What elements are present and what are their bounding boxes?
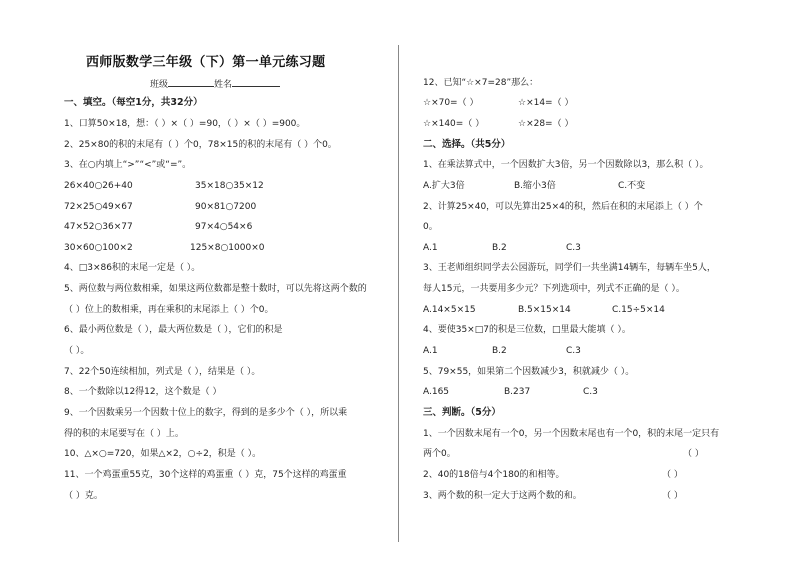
choice-5: 5、79×55，如果第二个因数减少3，积就减少（ ）。 [423,367,635,377]
choice-1: 1、在乘法算式中，一个因数扩大3倍，另一个因数除以3，那么积（ ）。 [423,160,709,170]
question-3: 3、在○内填上“>”“<”或“=”。 [64,160,192,170]
question-5-line-1: 5、两位数与两位数相乘，如果这两位数都是整十数时，可以先将这两个数的 [64,284,367,294]
question-7: 7、22个50连续相加，列式是（ ），结果是（ ）。 [64,367,261,377]
choice-2-line-2: 0。 [423,222,438,232]
question-12-a: ☆×70=（ ） [423,98,479,108]
question-11-line-2: （ ）克。 [64,491,103,501]
compare-item: 35×18○35×12 [195,181,264,191]
choice-3-line-2: 每人15元，一共要用多少元？下列选项中，列式不正确的是（ ）。 [423,284,685,294]
compare-item: 26×40○26+40 [64,181,133,191]
choice-4: 4、要使35×□7的积是三位数，□里最大能填（ ）。 [423,325,631,335]
question-9-line-1: 9、一个因数乘另一个因数十位上的数字，得到的是多少个（ ），所以乘 [64,408,348,418]
question-5-line-2: （ ）位上的数相乘，再在乘积的末尾添上（ ）个0。 [64,305,274,315]
question-1: 1、口算50×18，想：（ ）×（ ）=90，（ ）×（ ）=900。 [64,119,306,129]
choice-option: A.14×5×15 [423,305,476,315]
judge-3: 3、两个数的积一定大于这两个数的和。 [423,491,582,501]
question-2: 2、25×80的积的末尾有（ ）个0，78×15的积的末尾有（ ）个0。 [64,140,337,150]
class-blank[interactable] [168,77,214,87]
question-9-line-2: 得的积的末尾要写在（ ）上。 [64,429,184,439]
compare-item: 125×8○1000×0 [190,243,265,253]
judge-2: 2、40的18倍与4个180的和相等。 [423,470,565,480]
question-10: 10、△×○=720，如果△×2，○÷2，积是（ ）。 [64,449,262,459]
question-12-d: ☆×28=（ ） [518,119,574,129]
choice-option: C.3 [566,346,581,356]
judge-answer-bracket[interactable]: （ ） [662,491,683,501]
choice-option: A.1 [423,243,438,253]
compare-item: 30×60○100×2 [64,243,133,253]
name-blank[interactable] [232,77,280,87]
choice-2-line-1: 2、计算25×40，可以先算出25×4的积，然后在积的末尾添上（ ）个 [423,202,703,212]
section-judge-header: 三、判断。（5分） [423,407,501,418]
judge-1-line-1: 1、一个因数末尾有一个0，另一个因数末尾也有一个0，积的末尾一定只有 [423,429,720,439]
compare-item: 47×52○36×77 [64,222,133,232]
question-12-c: ☆×140=（ ） [423,119,485,129]
judge-answer-bracket[interactable]: （ ） [683,449,704,459]
class-label: 班级 [150,80,169,90]
choice-option: A.1 [423,346,438,356]
question-6-line-1: 6、最小两位数是（ ），最大两位数是（ ），它们的积是 [64,325,283,335]
question-11-line-1: 11、一个鸡蛋重55克，30个这样的鸡蛋重（ ）克，75个这样的鸡蛋重 [64,470,347,480]
student-info-line [150,77,280,91]
page-title: 西师版数学三年级（下）第一单元练习题 [86,55,326,70]
question-12: 12、已知“☆×7=28”那么： [423,78,539,88]
choice-option: B.237 [504,387,531,397]
choice-option: A.165 [423,387,450,397]
question-4: 4、□3×86积的末尾一定是（ ）。 [64,263,201,273]
name-label: 姓名 [214,80,233,90]
choice-option: B.2 [492,346,507,356]
question-12-b: ☆×14=（ ） [518,98,574,108]
compare-item: 97×4○54×6 [195,222,253,232]
section-choice-header: 二、选择。（共5分） [423,139,511,150]
judge-answer-bracket[interactable]: （ ） [662,470,683,480]
question-6-line-2: （ ）。 [64,346,90,356]
choice-3-line-1: 3、王老师组织同学去公园游玩，同学们一共坐满14辆车，每辆车坐5人， [423,263,716,273]
compare-item: 72×25○49×67 [64,202,133,212]
choice-option: B.缩小3倍 [514,181,556,191]
section-fill-blank-header: 一、填空。（每空1分，共32分） [64,97,203,108]
compare-item: 90×81○7200 [195,202,257,212]
choice-option: A.扩大3倍 [423,181,465,191]
choice-option: B.2 [492,243,507,253]
choice-option: B.5×15×14 [518,305,571,315]
choice-option: C.15÷5×14 [612,305,665,315]
column-divider [398,45,399,542]
choice-option: C.3 [566,243,581,253]
question-8: 8、一个数除以12得12，这个数是（ ） [64,387,222,397]
choice-option: C.不变 [618,181,646,191]
judge-1-line-2: 两个0。 [423,449,456,459]
choice-option: C.3 [583,387,598,397]
